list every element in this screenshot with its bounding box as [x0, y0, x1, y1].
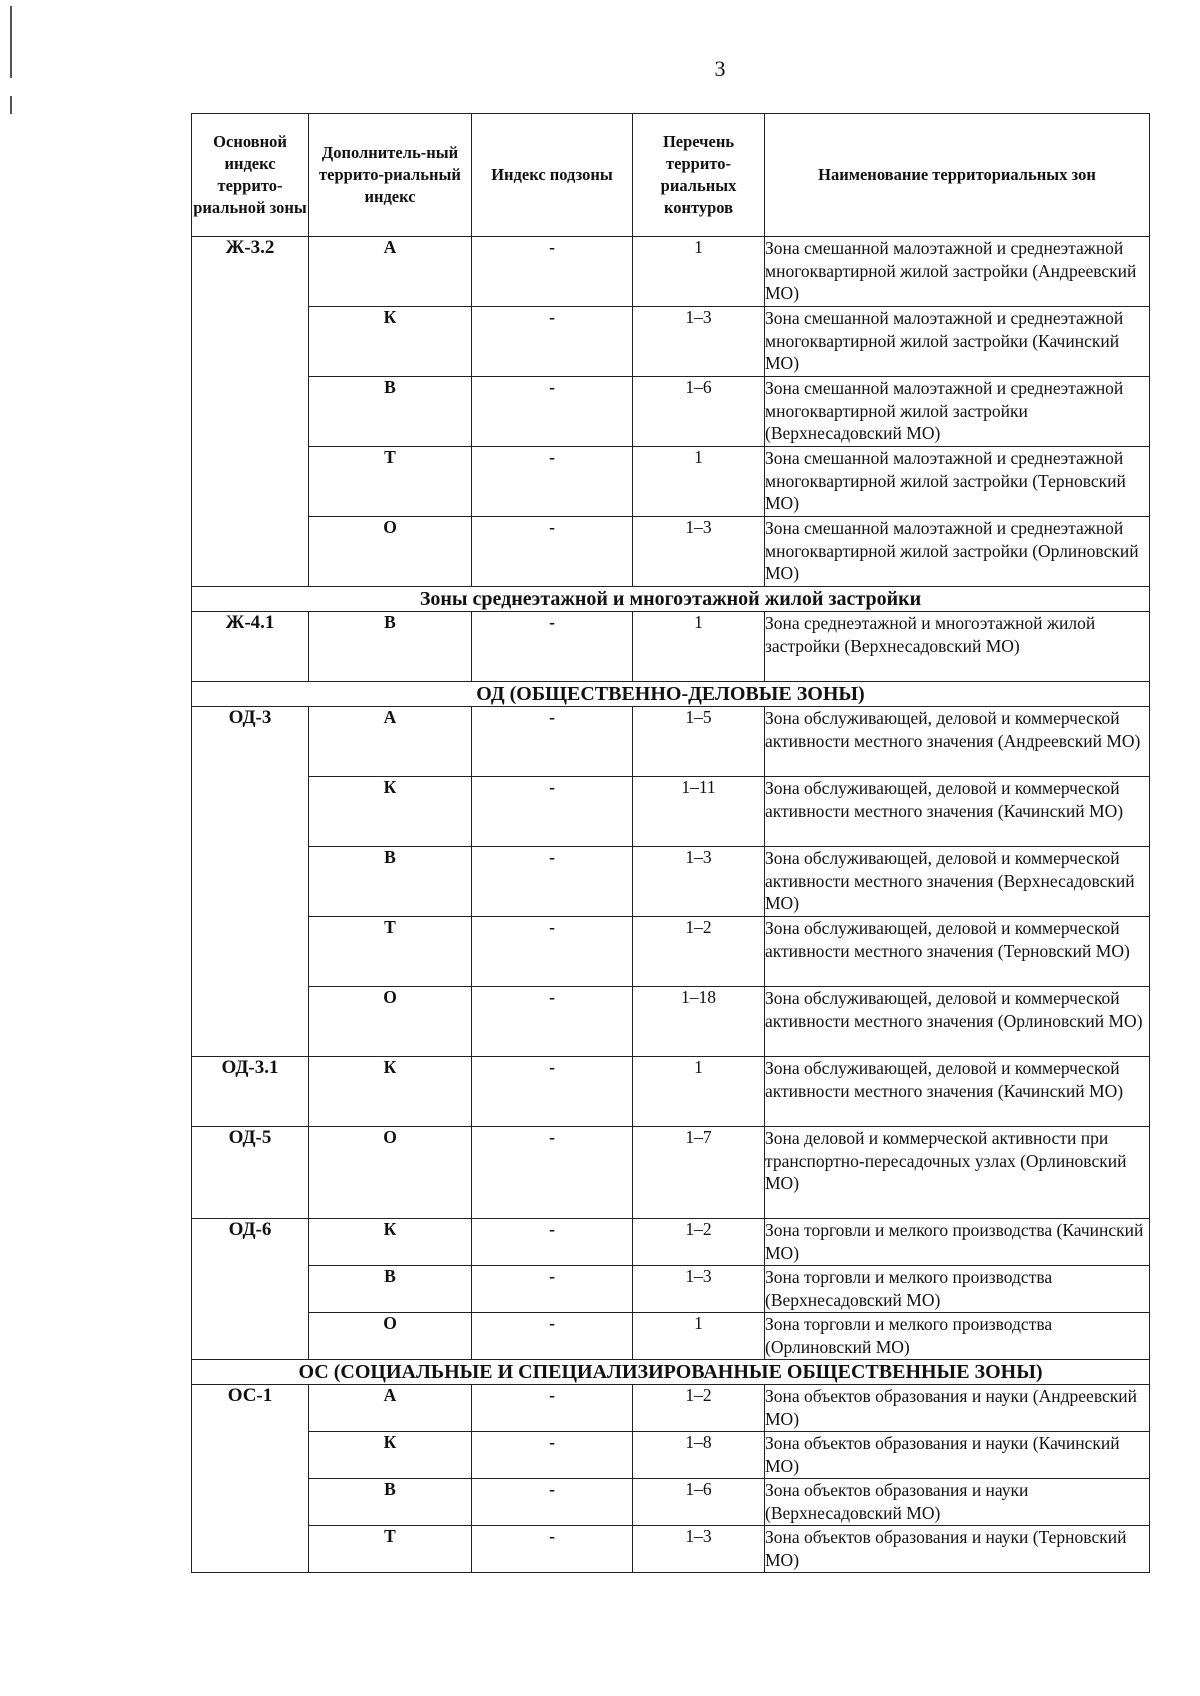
header-row [192, 114, 1150, 237]
table-row [192, 1385, 1150, 1432]
additional-index-cell: В [309, 612, 472, 682]
table-row [192, 917, 1150, 987]
table-row [192, 1432, 1150, 1479]
subzone-cell: - [472, 847, 633, 917]
table-row [192, 1127, 1150, 1219]
subzone-cell: - [472, 917, 633, 987]
subzone-cell: - [472, 1526, 633, 1573]
subzone-cell: - [472, 1385, 633, 1432]
zone-name-cell: Зона обслуживающей, деловой и коммерческой активности местного значения (Терновский МО) [765, 917, 1150, 987]
subzone-cell: - [472, 377, 633, 447]
contours-cell: 1 [633, 1313, 765, 1360]
zone-name-cell: Зона деловой и коммерческой активности при транспортно-пересадочных узлах (Орлиновский МО) [765, 1127, 1150, 1219]
table-row [192, 612, 1150, 682]
table-row [192, 307, 1150, 377]
table-row [192, 1313, 1150, 1360]
header-main-index: Основной индекс террито-риальной зоны [192, 114, 309, 237]
page-number: 3 [714, 56, 726, 81]
contours-cell: 1 [633, 612, 765, 682]
zone-name-cell: Зона смешанной малоэтажной и среднеэтажной многоквартирной жилой застройки (Андреевский МО) [765, 237, 1150, 307]
main-index-cell: Ж-4.1 [192, 612, 309, 682]
subzone-cell: - [472, 1432, 633, 1479]
additional-index-cell: О [309, 1313, 472, 1360]
contours-cell: 1–11 [633, 777, 765, 847]
table-row [192, 377, 1150, 447]
zone-name-cell: Зона смешанной малоэтажной и среднеэтажной многоквартирной жилой застройки (Качинский МО) [765, 307, 1150, 377]
main-index-cell: ОД-5 [192, 1127, 309, 1219]
contours-cell: 1 [633, 1057, 765, 1127]
contours-cell: 1–3 [633, 517, 765, 587]
contours-cell: 1–2 [633, 1219, 765, 1266]
contours-cell: 1–3 [633, 847, 765, 917]
table-row [192, 777, 1150, 847]
header-additional-index: Дополнитель-ный террито-риальный индекс [309, 114, 472, 237]
contours-cell: 1–7 [633, 1127, 765, 1219]
contours-cell: 1–3 [633, 1266, 765, 1313]
section-row [192, 587, 1150, 612]
table-row [192, 237, 1150, 307]
additional-index-cell: К [309, 1219, 472, 1266]
subzone-cell: - [472, 1479, 633, 1526]
additional-index-cell: В [309, 847, 472, 917]
header-contours-list: Перечень террито-риальных контуров [633, 114, 765, 237]
zone-name-cell: Зона смешанной малоэтажной и среднеэтажной многоквартирной жилой застройки (Верхнесадовский МО) [765, 377, 1150, 447]
additional-index-cell: О [309, 987, 472, 1057]
contours-cell: 1–2 [633, 917, 765, 987]
table-row [192, 987, 1150, 1057]
zone-name-cell: Зона объектов образования и науки (Терновский МО) [765, 1526, 1150, 1573]
subzone-cell: - [472, 1313, 633, 1360]
section-row [192, 682, 1150, 707]
section-title: ОС (СОЦИАЛЬНЫЕ И СПЕЦИАЛИЗИРОВАННЫЕ ОБЩЕСТВЕННЫЕ ЗОНЫ) [192, 1360, 1150, 1385]
zone-name-cell: Зона объектов образования и науки (Качинский МО) [765, 1432, 1150, 1479]
contours-cell: 1–6 [633, 377, 765, 447]
zone-name-cell: Зона смешанной малоэтажной и среднеэтажной многоквартирной жилой застройки (Терновский МО) [765, 447, 1150, 517]
subzone-cell: - [472, 707, 633, 777]
main-index-cell: ОД-6 [192, 1219, 309, 1360]
subzone-cell: - [472, 447, 633, 517]
additional-index-cell: К [309, 307, 472, 377]
contours-cell: 1 [633, 447, 765, 517]
additional-index-cell: А [309, 1385, 472, 1432]
zone-name-cell: Зона обслуживающей, деловой и коммерческой активности местного значения (Андреевский МО) [765, 707, 1150, 777]
zone-name-cell: Зона торговли и мелкого производства (Верхнесадовский МО) [765, 1266, 1150, 1313]
table-row [192, 1526, 1150, 1573]
additional-index-cell: Т [309, 1526, 472, 1573]
additional-index-cell: О [309, 517, 472, 587]
table-row [192, 517, 1150, 587]
table-row [192, 1479, 1150, 1526]
main-index-cell: ОС-1 [192, 1385, 309, 1573]
additional-index-cell: О [309, 1127, 472, 1219]
section-title: Зоны среднеэтажной и многоэтажной жилой застройки [192, 587, 1150, 612]
subzone-cell: - [472, 307, 633, 377]
additional-index-cell: К [309, 1057, 472, 1127]
zone-name-cell: Зона торговли и мелкого производства (Орлиновский МО) [765, 1313, 1150, 1360]
main-index-cell: Ж-3.2 [192, 237, 309, 587]
zone-name-cell: Зона обслуживающей, деловой и коммерческой активности местного значения (Качинский МО) [765, 1057, 1150, 1127]
subzone-cell: - [472, 777, 633, 847]
table-row [192, 707, 1150, 777]
additional-index-cell: В [309, 1266, 472, 1313]
additional-index-cell: А [309, 707, 472, 777]
contours-cell: 1–5 [633, 707, 765, 777]
contours-cell: 1–8 [633, 1432, 765, 1479]
zone-name-cell: Зона обслуживающей, деловой и коммерческой активности местного значения (Качинский МО) [765, 777, 1150, 847]
zone-name-cell: Зона обслуживающей, деловой и коммерческой активности местного значения (Верхнесадовский МО) [765, 847, 1150, 917]
additional-index-cell: К [309, 1432, 472, 1479]
zone-name-cell: Зона среднеэтажной и многоэтажной жилой застройки (Верхнесадовский МО) [765, 612, 1150, 682]
additional-index-cell: А [309, 237, 472, 307]
main-index-cell: ОД-3.1 [192, 1057, 309, 1127]
zone-name-cell: Зона обслуживающей, деловой и коммерческой активности местного значения (Орлиновский МО) [765, 987, 1150, 1057]
zone-name-cell: Зона объектов образования и науки (Верхнесадовский МО) [765, 1479, 1150, 1526]
zone-name-cell: Зона объектов образования и науки (Андреевский МО) [765, 1385, 1150, 1432]
subzone-cell: - [472, 987, 633, 1057]
table-row [192, 847, 1150, 917]
contours-cell: 1 [633, 237, 765, 307]
contours-cell: 1–18 [633, 987, 765, 1057]
contours-cell: 1–3 [633, 1526, 765, 1573]
margin-mark [10, 96, 12, 114]
additional-index-cell: В [309, 1479, 472, 1526]
additional-index-cell: Т [309, 447, 472, 517]
subzone-cell: - [472, 1127, 633, 1219]
header-subzone-index: Индекс подзоны [472, 114, 633, 237]
header-zone-name: Наименование территориальных зон [765, 114, 1150, 237]
additional-index-cell: Т [309, 917, 472, 987]
table-row [192, 447, 1150, 517]
zone-name-cell: Зона смешанной малоэтажной и среднеэтажной многоквартирной жилой застройки (Орлиновский МО) [765, 517, 1150, 587]
subzone-cell: - [472, 1057, 633, 1127]
section-title: ОД (ОБЩЕСТВЕННО-ДЕЛОВЫЕ ЗОНЫ) [192, 682, 1150, 707]
main-index-cell: ОД-3 [192, 707, 309, 1057]
zone-name-cell: Зона торговли и мелкого производства (Качинский МО) [765, 1219, 1150, 1266]
table-row [192, 1219, 1150, 1266]
table-row [192, 1266, 1150, 1313]
table-row [192, 1057, 1150, 1127]
subzone-cell: - [472, 1266, 633, 1313]
section-row [192, 1360, 1150, 1385]
subzone-cell: - [472, 237, 633, 307]
additional-index-cell: К [309, 777, 472, 847]
additional-index-cell: В [309, 377, 472, 447]
subzone-cell: - [472, 612, 633, 682]
subzone-cell: - [472, 1219, 633, 1266]
contours-cell: 1–2 [633, 1385, 765, 1432]
zones-table [191, 113, 1150, 1573]
contours-cell: 1–3 [633, 307, 765, 377]
contours-cell: 1–6 [633, 1479, 765, 1526]
subzone-cell: - [472, 517, 633, 587]
